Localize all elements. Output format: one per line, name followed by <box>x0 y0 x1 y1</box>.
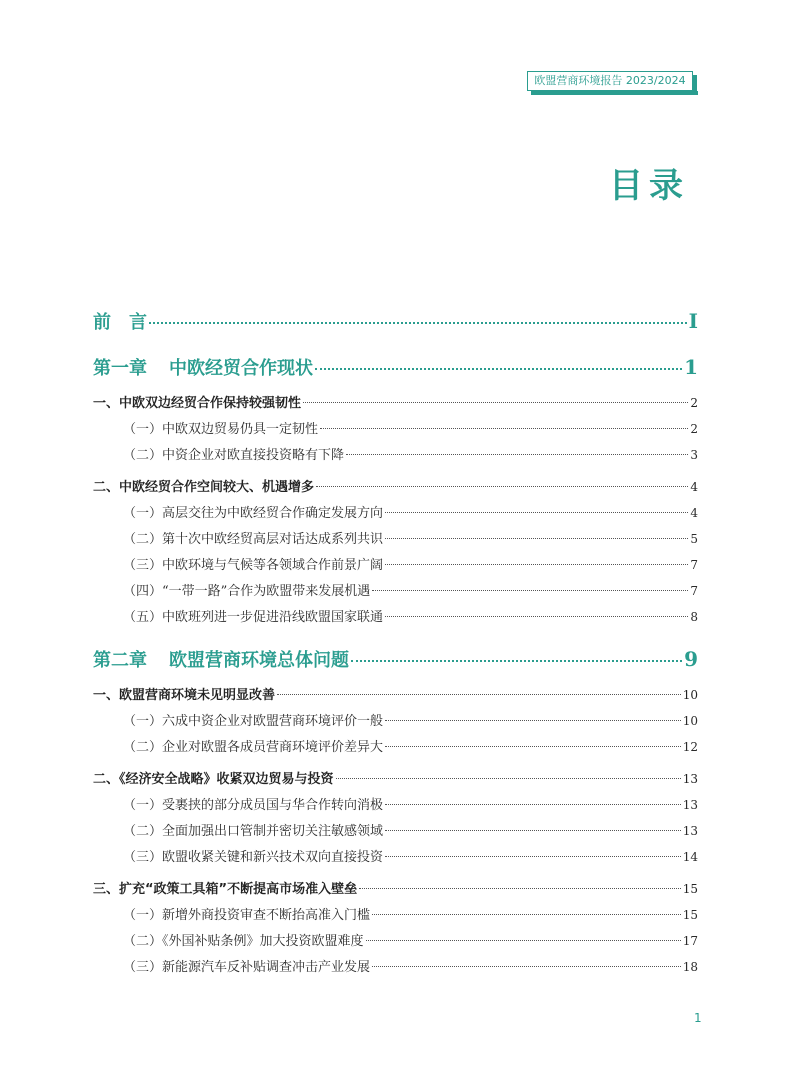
toc-label: （五）中欧班列进一步促进沿线欧盟国家联通 <box>123 610 384 625</box>
toc-page-number: 15 <box>682 908 698 922</box>
toc-label: 二、中欧经贸合作空间较大、机遇增多 <box>93 480 315 495</box>
toc-leader-dots <box>372 914 681 915</box>
toc-entry-section[interactable] <box>93 684 698 710</box>
toc-leader-dots <box>320 428 688 429</box>
toc-leader-dots <box>303 402 688 403</box>
toc-page-number: 1 <box>684 355 698 379</box>
toc-leader-dots <box>351 660 682 662</box>
toc-leader-dots <box>359 888 681 889</box>
toc-page-number: 7 <box>690 584 698 598</box>
toc-page-number: 13 <box>682 824 698 838</box>
chapter-number: 第二章 <box>93 650 147 671</box>
toc-label: （一）受裹挟的部分成员国与华合作转向消极 <box>123 798 384 813</box>
toc-page-number: 10 <box>682 688 698 702</box>
toc-entry-subsection[interactable] <box>93 794 698 820</box>
toc-page-number: 9 <box>684 647 698 671</box>
toc-entry-subsection[interactable] <box>93 606 698 632</box>
toc-leader-dots <box>385 538 688 539</box>
toc-leader-dots <box>149 322 687 324</box>
toc-label: （一）中欧双边贸易仍具一定韧性 <box>123 422 319 437</box>
toc-page-number: I <box>688 309 698 333</box>
toc-page-number: 2 <box>690 396 698 410</box>
toc-label: （三）新能源汽车反补贴调查冲击产业发展 <box>123 960 371 975</box>
toc-label: （三）欧盟收紧关键和新兴技术双向直接投资 <box>123 850 384 865</box>
toc-label: 一、中欧双边经贸合作保持较强韧性 <box>93 396 302 411</box>
toc-entry-subsection[interactable] <box>93 930 698 956</box>
page-title: 目录 <box>609 166 689 206</box>
toc-leader-dots <box>385 804 681 805</box>
toc-entry-section[interactable] <box>93 476 698 502</box>
toc-page-number: 5 <box>690 532 698 546</box>
toc-leader-dots <box>366 940 681 941</box>
toc-label: （二）第十次中欧经贸高层对话达成系列共识 <box>123 532 384 547</box>
toc-leader-dots <box>385 746 681 747</box>
toc-label: （一）六成中资企业对欧盟营商环境评价一般 <box>123 714 384 729</box>
toc-entry-subsection[interactable] <box>93 710 698 736</box>
toc-page-number: 10 <box>682 714 698 728</box>
toc-label: （三）中欧环境与气候等各领域合作前景广阔 <box>123 558 384 573</box>
toc-entry-subsection[interactable] <box>93 502 698 528</box>
toc-page-number: 13 <box>682 798 698 812</box>
toc-entry-subsection[interactable] <box>93 528 698 554</box>
toc-page-number: 7 <box>690 558 698 572</box>
chapter-title: 中欧经贸合作现状 <box>169 358 313 379</box>
toc-label: 一、欧盟营商环境未见明显改善 <box>93 688 276 703</box>
toc-entry-chapter-1[interactable] <box>93 354 698 386</box>
toc-page-number: 4 <box>690 480 698 494</box>
report-header-tag: 欧盟营商环境报告 2023/2024 <box>527 71 693 91</box>
toc-entry-section[interactable] <box>93 392 698 418</box>
toc-label: （二）全面加强出口管制并密切关注敏感领域 <box>123 824 384 839</box>
toc-entry-subsection[interactable] <box>93 736 698 762</box>
toc-label: （四）“一带一路”合作为欧盟带来发展机遇 <box>123 584 371 599</box>
toc-entry-subsection[interactable] <box>93 580 698 606</box>
toc-leader-dots <box>372 590 688 591</box>
toc-page-number: 15 <box>682 882 698 896</box>
toc-leader-dots <box>346 454 688 455</box>
toc-label: 前 言 <box>93 312 147 333</box>
toc-leader-dots <box>385 720 681 721</box>
chapter-number: 第一章 <box>93 358 147 379</box>
toc-entry-subsection[interactable] <box>93 418 698 444</box>
toc-entry-subsection[interactable] <box>93 820 698 846</box>
toc-leader-dots <box>385 830 681 831</box>
toc-entry-subsection[interactable] <box>93 904 698 930</box>
toc-label: （二）中资企业对欧直接投资略有下降 <box>123 448 345 463</box>
toc-leader-dots <box>372 966 681 967</box>
toc-entry-chapter-2[interactable] <box>93 646 698 678</box>
chapter-title: 欧盟营商环境总体问题 <box>169 650 349 671</box>
toc-label: 二、《经济安全战略》收紧双边贸易与投资 <box>93 772 334 787</box>
page-number: 1 <box>694 1011 702 1025</box>
toc-leader-dots <box>316 486 688 487</box>
toc-entry-section[interactable] <box>93 878 698 904</box>
toc-page-number: 18 <box>682 960 698 974</box>
toc-label: （二）《外国补贴条例》加大投资欧盟难度 <box>123 934 364 949</box>
toc-leader-dots <box>336 778 681 779</box>
toc-label: （二）企业对欧盟各成员营商环境评价差异大 <box>123 740 384 755</box>
toc-leader-dots <box>385 564 688 565</box>
toc-entry-subsection[interactable] <box>93 554 698 580</box>
toc-entry-subsection[interactable] <box>93 956 698 982</box>
toc-page-number: 13 <box>682 772 698 786</box>
toc-entry-preface[interactable] <box>93 308 698 340</box>
toc-leader-dots <box>385 512 688 513</box>
toc-leader-dots <box>277 694 681 695</box>
toc-label: （一）新增外商投资审查不断抬高准入门槛 <box>123 908 371 923</box>
toc-page-number: 3 <box>690 448 698 462</box>
toc-page-number: 12 <box>682 740 698 754</box>
toc-label: （一）高层交往为中欧经贸合作确定发展方向 <box>123 506 384 521</box>
toc-entry-subsection[interactable] <box>93 444 698 470</box>
toc-page-number: 14 <box>682 850 698 864</box>
toc-label: 三、扩充“政策工具箱”不断提高市场准入壁垒 <box>93 882 358 897</box>
toc-leader-dots <box>385 856 681 857</box>
table-of-contents <box>93 308 698 982</box>
toc-label <box>93 646 349 672</box>
toc-page-number: 2 <box>690 422 698 436</box>
toc-page-number: 4 <box>690 506 698 520</box>
toc-label <box>93 354 313 380</box>
toc-entry-section[interactable] <box>93 768 698 794</box>
toc-entry-subsection[interactable] <box>93 846 698 872</box>
toc-page-number: 8 <box>690 610 698 624</box>
toc-leader-dots <box>385 616 688 617</box>
toc-leader-dots <box>315 368 682 370</box>
toc-page-number: 17 <box>682 934 698 948</box>
